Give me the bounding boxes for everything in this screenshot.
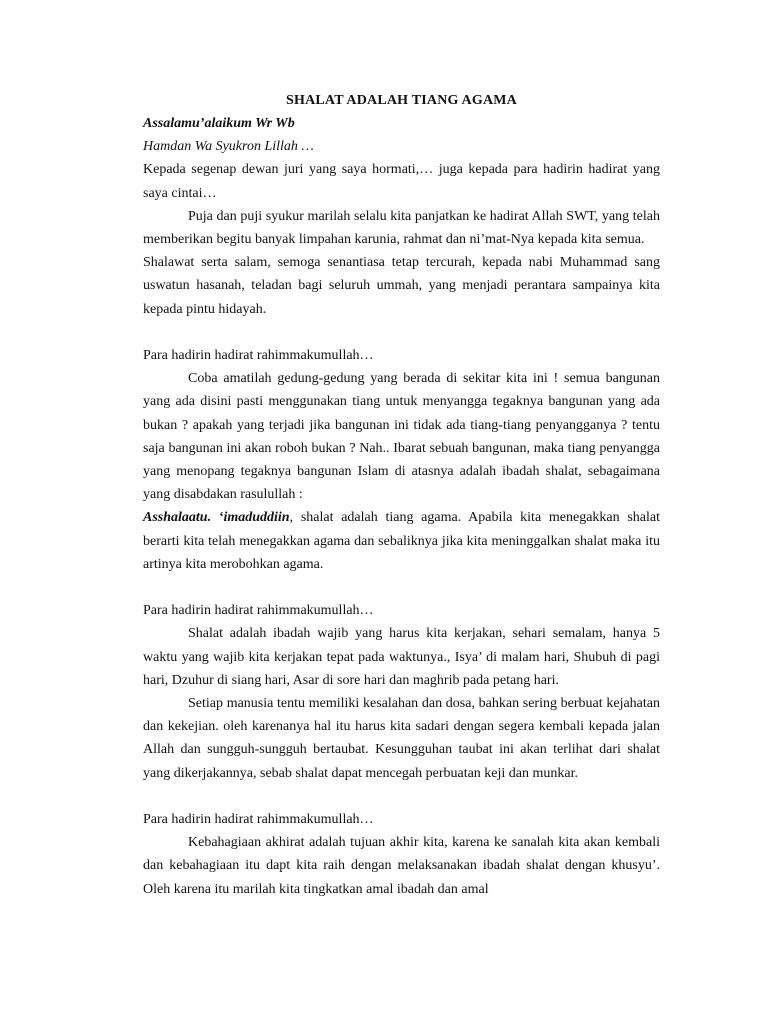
paragraph-gap [143, 321, 660, 344]
paragraph-opening: Kepada segenap dewan juri yang saya hormati,… juga kepada para hadirin hadirat yang saya cintai… [143, 162, 660, 201]
greeting-hamdan: Hamdan Wa Syukron Lillah … [143, 139, 314, 155]
hadith-explanation: , shalat adalah tiang agama. Apabila kita menegakkan shalat berarti kita telah menegakkan agama dan sebaliknya jika kita meninggalkan shalat maka itu artinya kita merobohkan agama. [143, 510, 660, 572]
paragraph-shalawat: Shalawat serta salam, semoga senantiasa tetap tercurah, kepada nabi Muhammad sang uswatun hasanah, teladan bagi seluruh ummah, yang menjadi perantara sampainya kita kepada pintu hidayah. [143, 255, 660, 317]
address-line-2: Para hadirin hadirat rahimmakumullah… [143, 603, 374, 619]
paragraph-gap [143, 785, 660, 808]
paragraph-waktu-shalat: Shalat adalah ibadah wajib yang harus kita kerjakan, sehari semalam, hanya 5 waktu yang wajib kita kerjakan tepat pada waktunya., Isya’ di malam hari, Shubuh di pagi hari, Dzuhur di siang hari, Asar di sore hari dan maghrib pada petang hari. [143, 626, 660, 688]
paragraph-hadith [143, 506, 660, 576]
paragraph-bangunan: Coba amatilah gedung-gedung yang berada di sekitar kita ini ! semua bangunan yang ada disini pasti menggunakan tiang untuk menyangga tegaknya bangunan yang ada bukan ? apakah yang terjadi jika bangunan ini tidak ada tiang-tiang penyangganya ? tentu saja bangunan ini akan roboh bukan ? Nah.. Ibarat sebuah bangunan, maka tiang penyangga yang menopang tegaknya bangunan Islam di atasnya adalah ibadah shalat, sebagaimana yang disabdakan rasulullah : [143, 371, 660, 503]
address-line-1: Para hadirin hadirat rahimmakumullah… [143, 348, 374, 364]
address-line-3: Para hadirin hadirat rahimmakumullah… [143, 812, 374, 828]
paragraph-taubat: Setiap manusia tentu memiliki kesalahan dan dosa, bahkan sering berbuat kejahatan dan kekejian. oleh karenanya hal itu harus kita sadari dengan segera kembali kepada jalan Allah dan sungguh-sungguh bertaubat. Kesungguhan taubat ini akan terlihat dari shalat yang dikerjakannya, sebab shalat dapat mencegah perbuatan keji dan munkar. [143, 696, 660, 781]
document-title: SHALAT ADALAH TIANG AGAMA [286, 93, 517, 108]
hadith-quote: Asshalaatu. ‘imaduddiin [143, 510, 290, 526]
paragraph-puja: Puja dan puji syukur marilah selalu kita panjatkan ke hadirat Allah SWT, yang telah memberikan begitu banyak limpahan karunia, rahmat dan ni’mat-Nya kepada kita semua. [143, 208, 660, 248]
paragraph-akhirat: Kebahagiaan akhirat adalah tujuan akhir kita, karena ke sanalah kita akan kembali dan kebahagiaan itu dapt kita raih dengan melaksanakan ibadah shalat dengan khusyu’. Oleh karena itu marilah kita tingkatkan amal ibadah dan amal [143, 835, 660, 897]
paragraph-gap [143, 576, 660, 599]
greeting-salam: Assalamu’alaikum Wr Wb [143, 116, 295, 131]
